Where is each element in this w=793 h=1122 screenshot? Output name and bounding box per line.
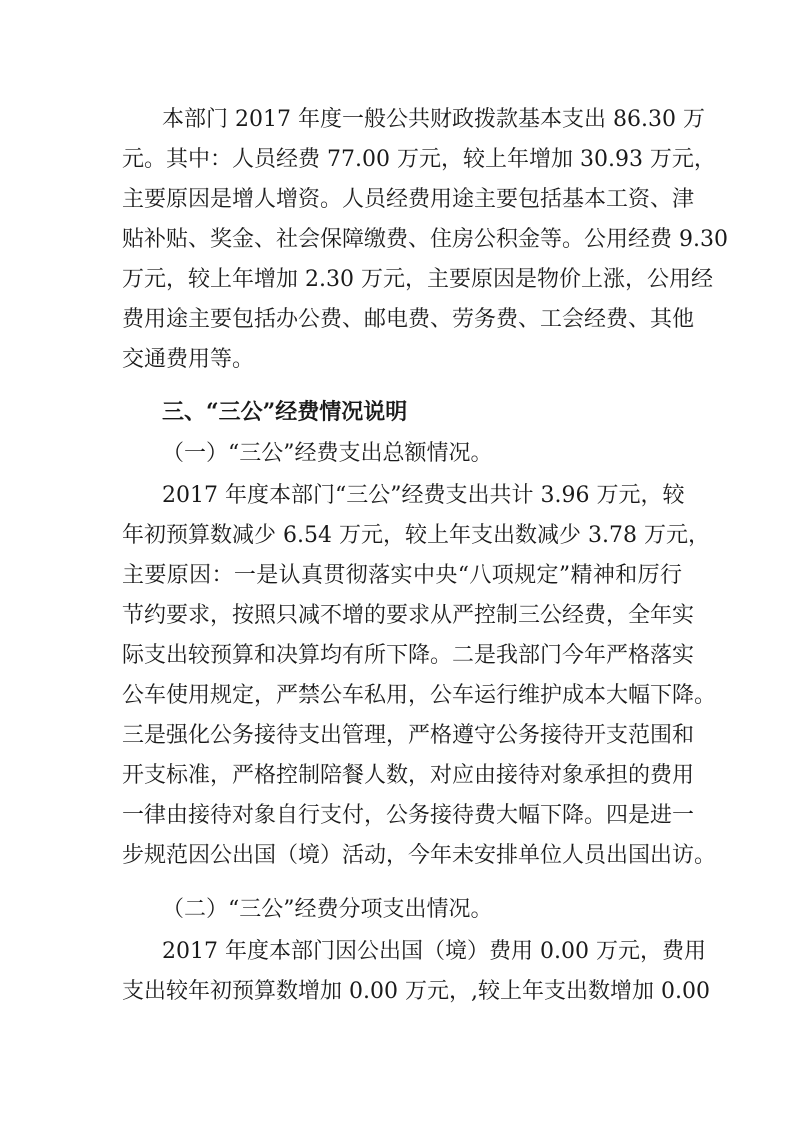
paragraph-line: 交通费用等。 (122, 347, 255, 372)
paragraph-line: 元。其中：人员经费 77.00 万元，较上年增加 30.93 万元， (122, 147, 716, 172)
subsection-heading: （二）“三公”经费分项支出情况。 (162, 897, 493, 922)
paragraph-line: 开支标准，严格控制陪餐人数，对应由接待对象承担的费用 (122, 763, 695, 788)
paragraph-line: 三是强化公务接待支出管理，严格遵守公务接待开支范围和 (122, 723, 695, 748)
paragraph-line: 公车使用规定，严禁公车私用，公车运行维护成本大幅下降。 (122, 683, 717, 708)
paragraph-line: 贴补贴、奖金、社会保障缴费、住房公积金等。公用经费 9.30 (122, 227, 728, 252)
paragraph-line: 一律由接待对象自行支付，公务接待费大幅下降。四是进一 (122, 803, 695, 828)
paragraph-line: 支出较年初预算数增加 0.00 万元，,较上年支出数增加 0.00 (122, 979, 710, 1004)
subsection-heading: （一）“三公”经费支出总额情况。 (162, 441, 493, 466)
paragraph-line: 主要原因：一是认真贯彻落实中央“八项规定”精神和厉行 (122, 563, 682, 588)
section-heading: 三、“三公”经费情况说明 (162, 399, 408, 425)
paragraph-line: 年初预算数减少 6.54 万元，较上年支出数减少 3.78 万元， (122, 523, 710, 548)
paragraph-line: 主要原因是增人增资。人员经费用途主要包括基本工资、津 (122, 187, 695, 212)
paragraph-line: 2017 年度本部门“三公”经费支出共计 3.96 万元，较 (162, 483, 685, 508)
paragraph-line: 本部门 2017 年度一般公共财政拨款基本支出 86.30 万 (162, 107, 705, 132)
paragraph-line: 费用途主要包括办公费、邮电费、劳务费、工会经费、其他 (122, 307, 695, 332)
paragraph-line: 步规范因公出国（境）活动，今年未安排单位人员出国出访。 (122, 843, 717, 868)
paragraph-line: 际支出较预算和决算均有所下降。二是我部门今年严格落实 (122, 643, 695, 668)
paragraph-line: 万元，较上年增加 2.30 万元，主要原因是物价上涨，公用经 (122, 267, 713, 292)
paragraph-line: 节约要求，按照只减不增的要求从严控制三公经费，全年实 (122, 603, 695, 628)
paragraph-line: 2017 年度本部门因公出国（境）费用 0.00 万元，费用 (162, 939, 706, 964)
